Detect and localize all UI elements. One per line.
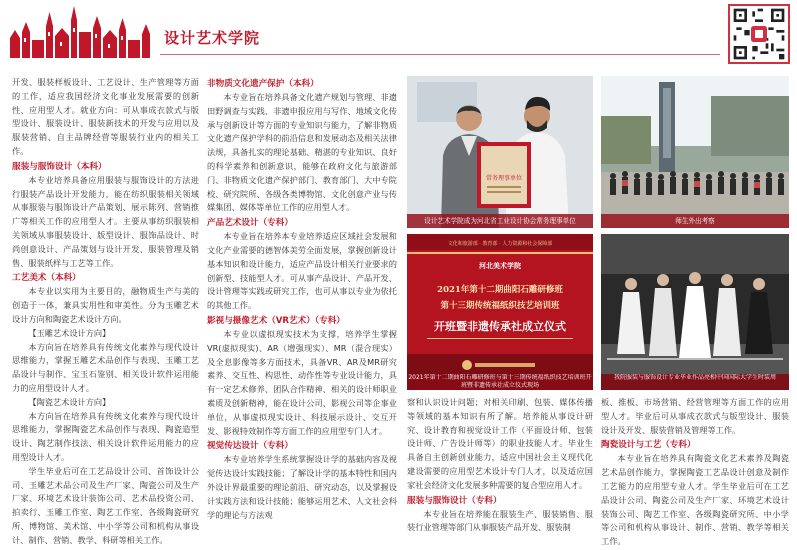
paragraph-fashion-design: 本专业培养具备应用服装与服饰设计的方法进行服装产品设计开发能力，能在纺织服装相关领域从事服装与服饰设计产品策划、展示陈列、营销推广等相关工作的应用型人才。主要从事纺织服装相关领域从事服装设计、版型设计、服饰品设计、时尚创意设计、产品策划与设计开发、服装管理及销售、服装纸样与工艺等工作。 bbox=[12, 174, 199, 268]
text-column-3 bbox=[407, 396, 593, 550]
heading-fashion-design-associate: 服装与服饰设计（专科） bbox=[407, 495, 502, 506]
fashion-show-illustration bbox=[601, 234, 789, 390]
heading-film-vr: 影视与摄像艺术（VR艺术）（专科） bbox=[207, 315, 345, 326]
ceremony-banner-illustration bbox=[407, 234, 593, 390]
heading-product-design: 产品艺术设计（专科） bbox=[207, 218, 293, 229]
paragraph-intro-continued: 开发、服装样板设计、工艺设计、生产管理等方面的工作，适应我国经济文化事业发展需要的创新性、应用型人才。就业方向：可从事成衣款式与版型设计、服装设计、服装新技术的开发与应用以及服装营销、自主品牌经营等服装行业内的相关工作。 bbox=[12, 77, 199, 156]
photo-ceremony-banner bbox=[407, 234, 593, 390]
paragraph-visual-communication: 本专业培养学生系统掌握设计学的基础内容及视觉传达设计实践技能；了解设计学的基本特性和国内外设计界最重要的理论前沿、研究动态，以及掌握设计实践方法和设计技能；能够运用艺术、人文社会科学的理论与方法观 bbox=[207, 454, 397, 520]
photo-fashion-show bbox=[601, 234, 789, 390]
field-trip-illustration bbox=[601, 76, 789, 228]
paragraph-employment: 学生毕业后可在工艺品设计公司、首饰设计公司、玉雕艺术品公司及生产厂家、陶瓷公司及生产厂家、环境艺术设计装饰公司、艺术品投资公司、拍卖行、玉雕工作室、陶艺工作室、各级陶瓷研究所、博物馆、美术馆、中小学等公司和机构从事设计、制作、营销、教学、科研等相关工作。 bbox=[12, 465, 199, 545]
paragraph-product-design: 本专业旨在培养本专业培养适应区域社会发展和文化产业需要的德智体美劳全面发展，掌握创新设计基本知识和设计能力，适应产品设计相关行业要求的创新型、技能型人才。可从事产品设计、产品开发、设计管理等实践或研究工作，也可从事以专业为依托的其他工作。 bbox=[207, 231, 397, 311]
page-title: 设计艺术学院 bbox=[164, 29, 261, 47]
photo-award-ceremony bbox=[407, 76, 593, 228]
award-scene-illustration bbox=[407, 76, 593, 228]
heading-visual-communication: 视觉传达设计（专科） bbox=[207, 441, 293, 452]
banner-line-3: 开班暨非遗传承社成立仪式 bbox=[434, 320, 566, 333]
photo-caption-field-trip: 师生外出考察 bbox=[601, 214, 789, 228]
subheading-jade-carving: 【玉雕艺术设计方向】 bbox=[28, 327, 111, 338]
paragraph-film-vr: 本专业以虚拟现实技术为支撑，培养学生掌握VR(虚拟现实)、AR（增强现实）、MR（混合现实）及全息影像等多方面技术，具备VR、AR及MR研究素养、交互性、构思性、动作性等专业设计能力，具有一定艺术修养、团队合作精神、相关的设计师职业素质及创新精神，能在设计公司、影视公司等企事业单位，从事虚拟现实设计、科技展示设计、交互开发、影视特效制作等方面工作的应用型专门人才。 bbox=[207, 328, 397, 436]
campus-skyline-illustration bbox=[8, 2, 156, 58]
paragraph-visual-communication-continued: 察和认识设计问题；对相关印刷、包装、媒体传播等领域的基本知识有所了解。培养能从事设计研究、设计教育和视觉设计工作（平面设计师、包装设计师、广告设计师等）的职业技能人才。毕业生具备自主创新创业能力，适应中国社会主义现代化建设需要的应用型艺术设计专门人才，以及适应国家社会经济文化发展多种需要的复合型应用人才。 bbox=[407, 397, 593, 490]
text-column-2 bbox=[207, 76, 397, 550]
paragraph-intangible-heritage: 本专业旨在培养具备文化遗产规划与管理、非遗田野调查与实践、非遗申报应用与写作、地域文化传承与创新设计等方面的专业知识与能力，了解非物质文化遗产保护学科的前沿信息和发展动态及相关法律法规，具备扎实的理论基础、精湛的专业知识、良好的科学素养和创新意识，能够在政府文化与旅游部门、非物质文化遗产保护部门、教育部门、大中专院校、研究院所、各级各类博物馆、文化创意产业与传媒集团、媒体等单位工作的应用型人才。 bbox=[207, 92, 397, 213]
text-column-1 bbox=[12, 76, 199, 550]
title-divider bbox=[160, 54, 720, 55]
plaque-text: 常务理事单位 bbox=[485, 175, 523, 182]
photo-caption-fashion-show: 我院服装与服饰设计专业毕业作品亮相中国国际大学生时装周 bbox=[601, 374, 789, 390]
heading-arts-crafts: 工艺美术（本科） bbox=[12, 273, 81, 284]
banner-line-2: 第十三期传统福纸织技艺培训班 bbox=[440, 301, 560, 311]
paragraph-ceramic-design: 本专业旨在培养具有陶瓷文化艺术素养及陶瓷艺术品创作能力，掌握陶瓷工艺品设计创意及制作工艺能力的应用型专业人才。学生毕业后可在工艺品设计公司、陶瓷公司及生产厂家、环境艺术设计装饰公司、陶艺工作室、各级陶瓷研究所、中小学等公司和机构从事设计、制作、营销、教学等相关工作。 bbox=[601, 453, 789, 547]
paragraph-arts-crafts: 本专业以实用为主要目的，融物质生产与美的创造于一体，兼具实用性和审美性。分为玉雕艺术设计方向和陶瓷艺术设计方向。 bbox=[12, 286, 199, 324]
banner-school-name: 河北美术学院 bbox=[479, 262, 521, 270]
banner-organizers: 文化和旅游部 · 教育部 · 人力资源和社会保障部 bbox=[447, 241, 553, 247]
paragraph-ceramics: 本方向旨在培养具有传统文化素养与现代设计思维能力，掌握陶瓷艺术品创作与表现、陶瓷造型设计、陶艺制作技法、相关设计软件运用能力的应用型设计人才。 bbox=[12, 410, 199, 462]
photo-caption-award: 设计艺术学院成为河北省工业设计协会常务理事单位 bbox=[407, 214, 593, 228]
heading-ceramic-design: 陶瓷设计与工艺（专科） bbox=[601, 440, 696, 451]
photo-caption-ceremony: 2021年第十二期曲阳石雕研修班与第十三期传统福纸织技艺培训班开班暨非遗传承社成立仪式现场 bbox=[408, 374, 592, 389]
heading-fashion-design: 服装与服饰设计（本科） bbox=[12, 161, 107, 172]
paragraph-jade-carving: 本方向旨在培养具有传统文化素养与现代设计思维能力，掌握玉雕艺术品创作与表现、玉雕工艺品设计与制作、宝玉石鉴别、相关设计软件运用能力的应用型设计人才。 bbox=[12, 341, 199, 393]
paragraph-fashion-design-associate-continued: 板、推板、市场营销、经营管理等方面工作的应用型人才。毕业后可从事成衣款式与版型设计、服装设计及开发、服装营销及管理等工作。 bbox=[601, 397, 789, 435]
photo-field-trip bbox=[601, 76, 789, 228]
banner-line-1: 2021年第十二期曲阳石雕研修班 bbox=[437, 285, 563, 295]
qr-code bbox=[728, 4, 790, 64]
heading-intangible-heritage: 非物质文化遗产保护（本科） bbox=[207, 79, 319, 89]
page-header bbox=[0, 0, 797, 62]
paragraph-fashion-design-associate: 本专业旨在培养能在服装生产、服装销售、服装行业管理等部门从事服装产品开发、服装制 bbox=[407, 508, 593, 533]
text-column-4 bbox=[601, 396, 789, 550]
subheading-ceramics: 【陶瓷艺术设计方向】 bbox=[28, 396, 111, 407]
